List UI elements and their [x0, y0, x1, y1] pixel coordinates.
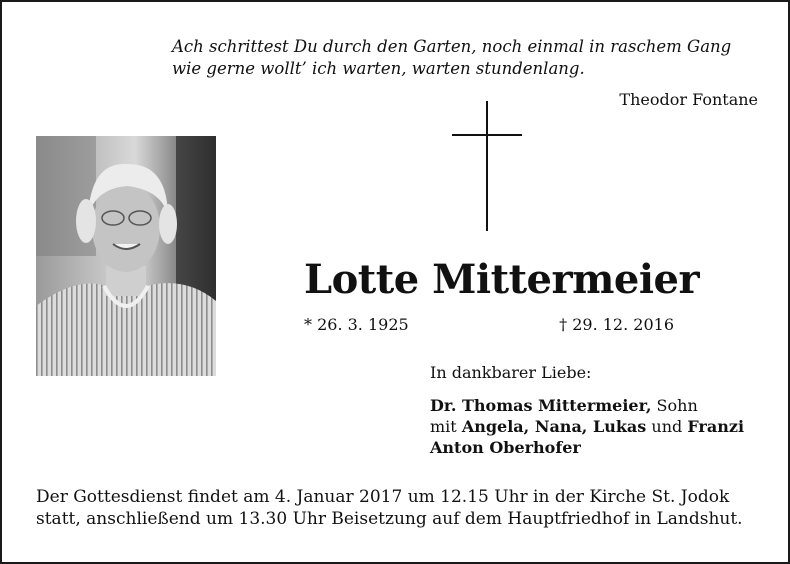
poem-line-2: wie gerne wollt’ ich warten, warten stundenlang. [172, 59, 585, 78]
birth-date: * 26. 3. 1925 [304, 315, 409, 334]
portrait-photo [36, 136, 216, 376]
mourner-line-1 [430, 395, 770, 416]
mourner-names: Angela, Nana, Lukas [461, 417, 647, 436]
mourners-intro: In dankbarer Liebe: [430, 363, 592, 382]
mourner-name: Dr. Thomas Mittermeier, [430, 396, 652, 415]
cross-icon [452, 101, 522, 231]
service-info [36, 486, 762, 530]
service-line-2: statt, anschließend um 13.30 Uhr Beisetzung auf dem Hauptfriedhof in Landshut. [36, 509, 743, 529]
poem-line-1: Ach schrittest Du durch den Garten, noch einmal in raschem Gang [172, 37, 732, 56]
service-line-1: Der Gottesdienst findet am 4. Januar 2017 um 12.15 Uhr in der Kirche St. Jodok [36, 487, 730, 507]
mourner-name-2: Franzi [687, 417, 745, 436]
mourner-line-2 [430, 416, 770, 437]
deceased-name: Lotte Mittermeier [304, 256, 700, 303]
mourner-mit: mit [430, 417, 457, 436]
death-date: † 29. 12. 2016 [559, 315, 674, 334]
mourners-block [430, 362, 770, 458]
mourner-line-3 [430, 437, 770, 458]
mourner-und: und [651, 417, 683, 436]
poem-author: Theodor Fontane [619, 90, 758, 109]
mourner-name-3: Anton Oberhofer [430, 438, 581, 457]
poem-quote [172, 36, 762, 80]
mourner-relation: Sohn [656, 396, 698, 415]
